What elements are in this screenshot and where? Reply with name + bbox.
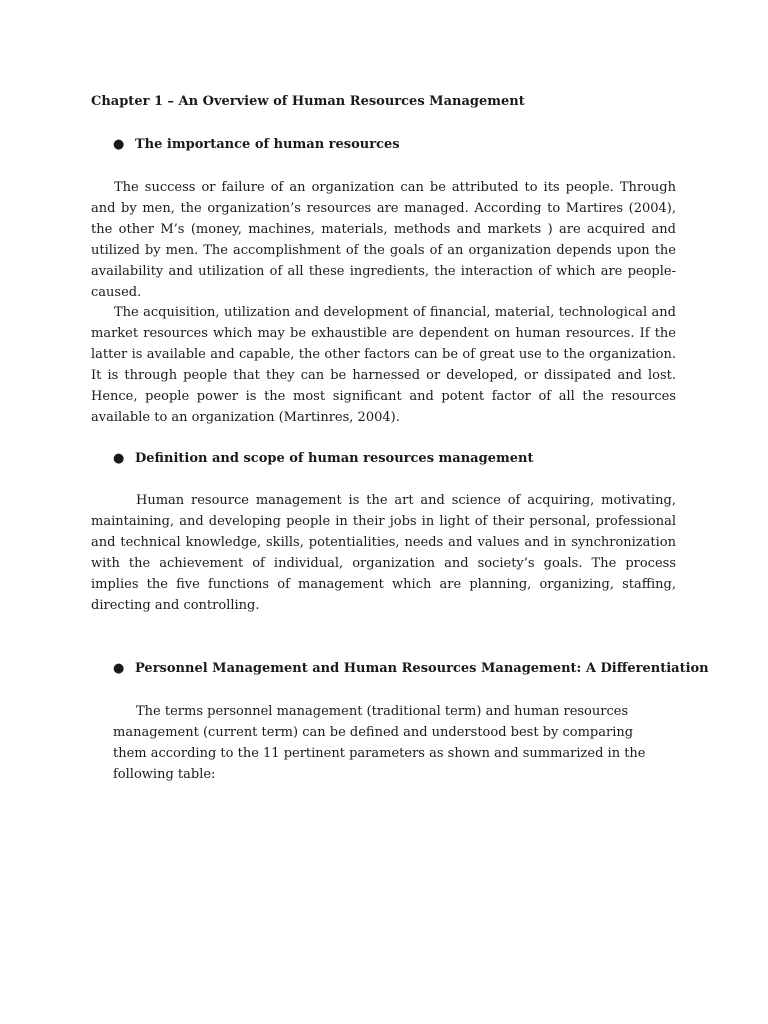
section-heading-definition — [113, 451, 533, 466]
section-heading-importance — [113, 137, 400, 152]
paragraph-importance-1: The success or failure of an organization can be attributed to its people. Through and by men, the organization’s resources are managed. According to Martires (2004), the other M’s (money, machines, materials, methods and markets ) are acquired and utilized by men. The accomplishment of the goals of an organization depends upon the availability and utilization of all these ingredients, the interaction of which are people-caused. — [91, 180, 676, 300]
paragraph-differentiation: The terms personnel management (traditional term) and human resources management (current term) can be defined and understood best by comparing them according to the 11 pertinent parameters as shown and summarized in the following table: — [113, 704, 646, 782]
section-heading-text: The importance of human resources — [135, 137, 400, 152]
bullet-icon: ● — [113, 451, 125, 466]
section-heading-differentiation — [113, 661, 709, 676]
paragraph-definition: Human resource management is the art and science of acquiring, motivating, maintaining, and developing people in their jobs in light of their personal, professional and technical knowledge, skills, potentialities, needs and values and in synchronization with the achievement of individual, organization and society’s goals. The process implies the five functions of management which are planning, organizing, staffing, directing and controlling. — [91, 493, 676, 613]
paragraph-importance-2: The acquisition, utilization and development of financial, material, technological and market resources which may be exhaustible are dependent on human resources. If the latter is available and capable, the other factors can be of great use to the organization. It is through people that they can be harnessed or developed, or dissipated and lost. Hence, people power is the most significant and potent factor of all the resources available to an organization (Martinres, 2004). — [91, 305, 676, 425]
bullet-icon: ● — [113, 661, 125, 676]
bullet-icon: ● — [113, 137, 125, 152]
chapter-title: Chapter 1 – An Overview of Human Resources Management — [91, 94, 525, 109]
section-heading-text: Definition and scope of human resources management — [135, 451, 534, 466]
section-heading-text: Personnel Management and Human Resources Management: A Differentiation — [135, 661, 709, 676]
